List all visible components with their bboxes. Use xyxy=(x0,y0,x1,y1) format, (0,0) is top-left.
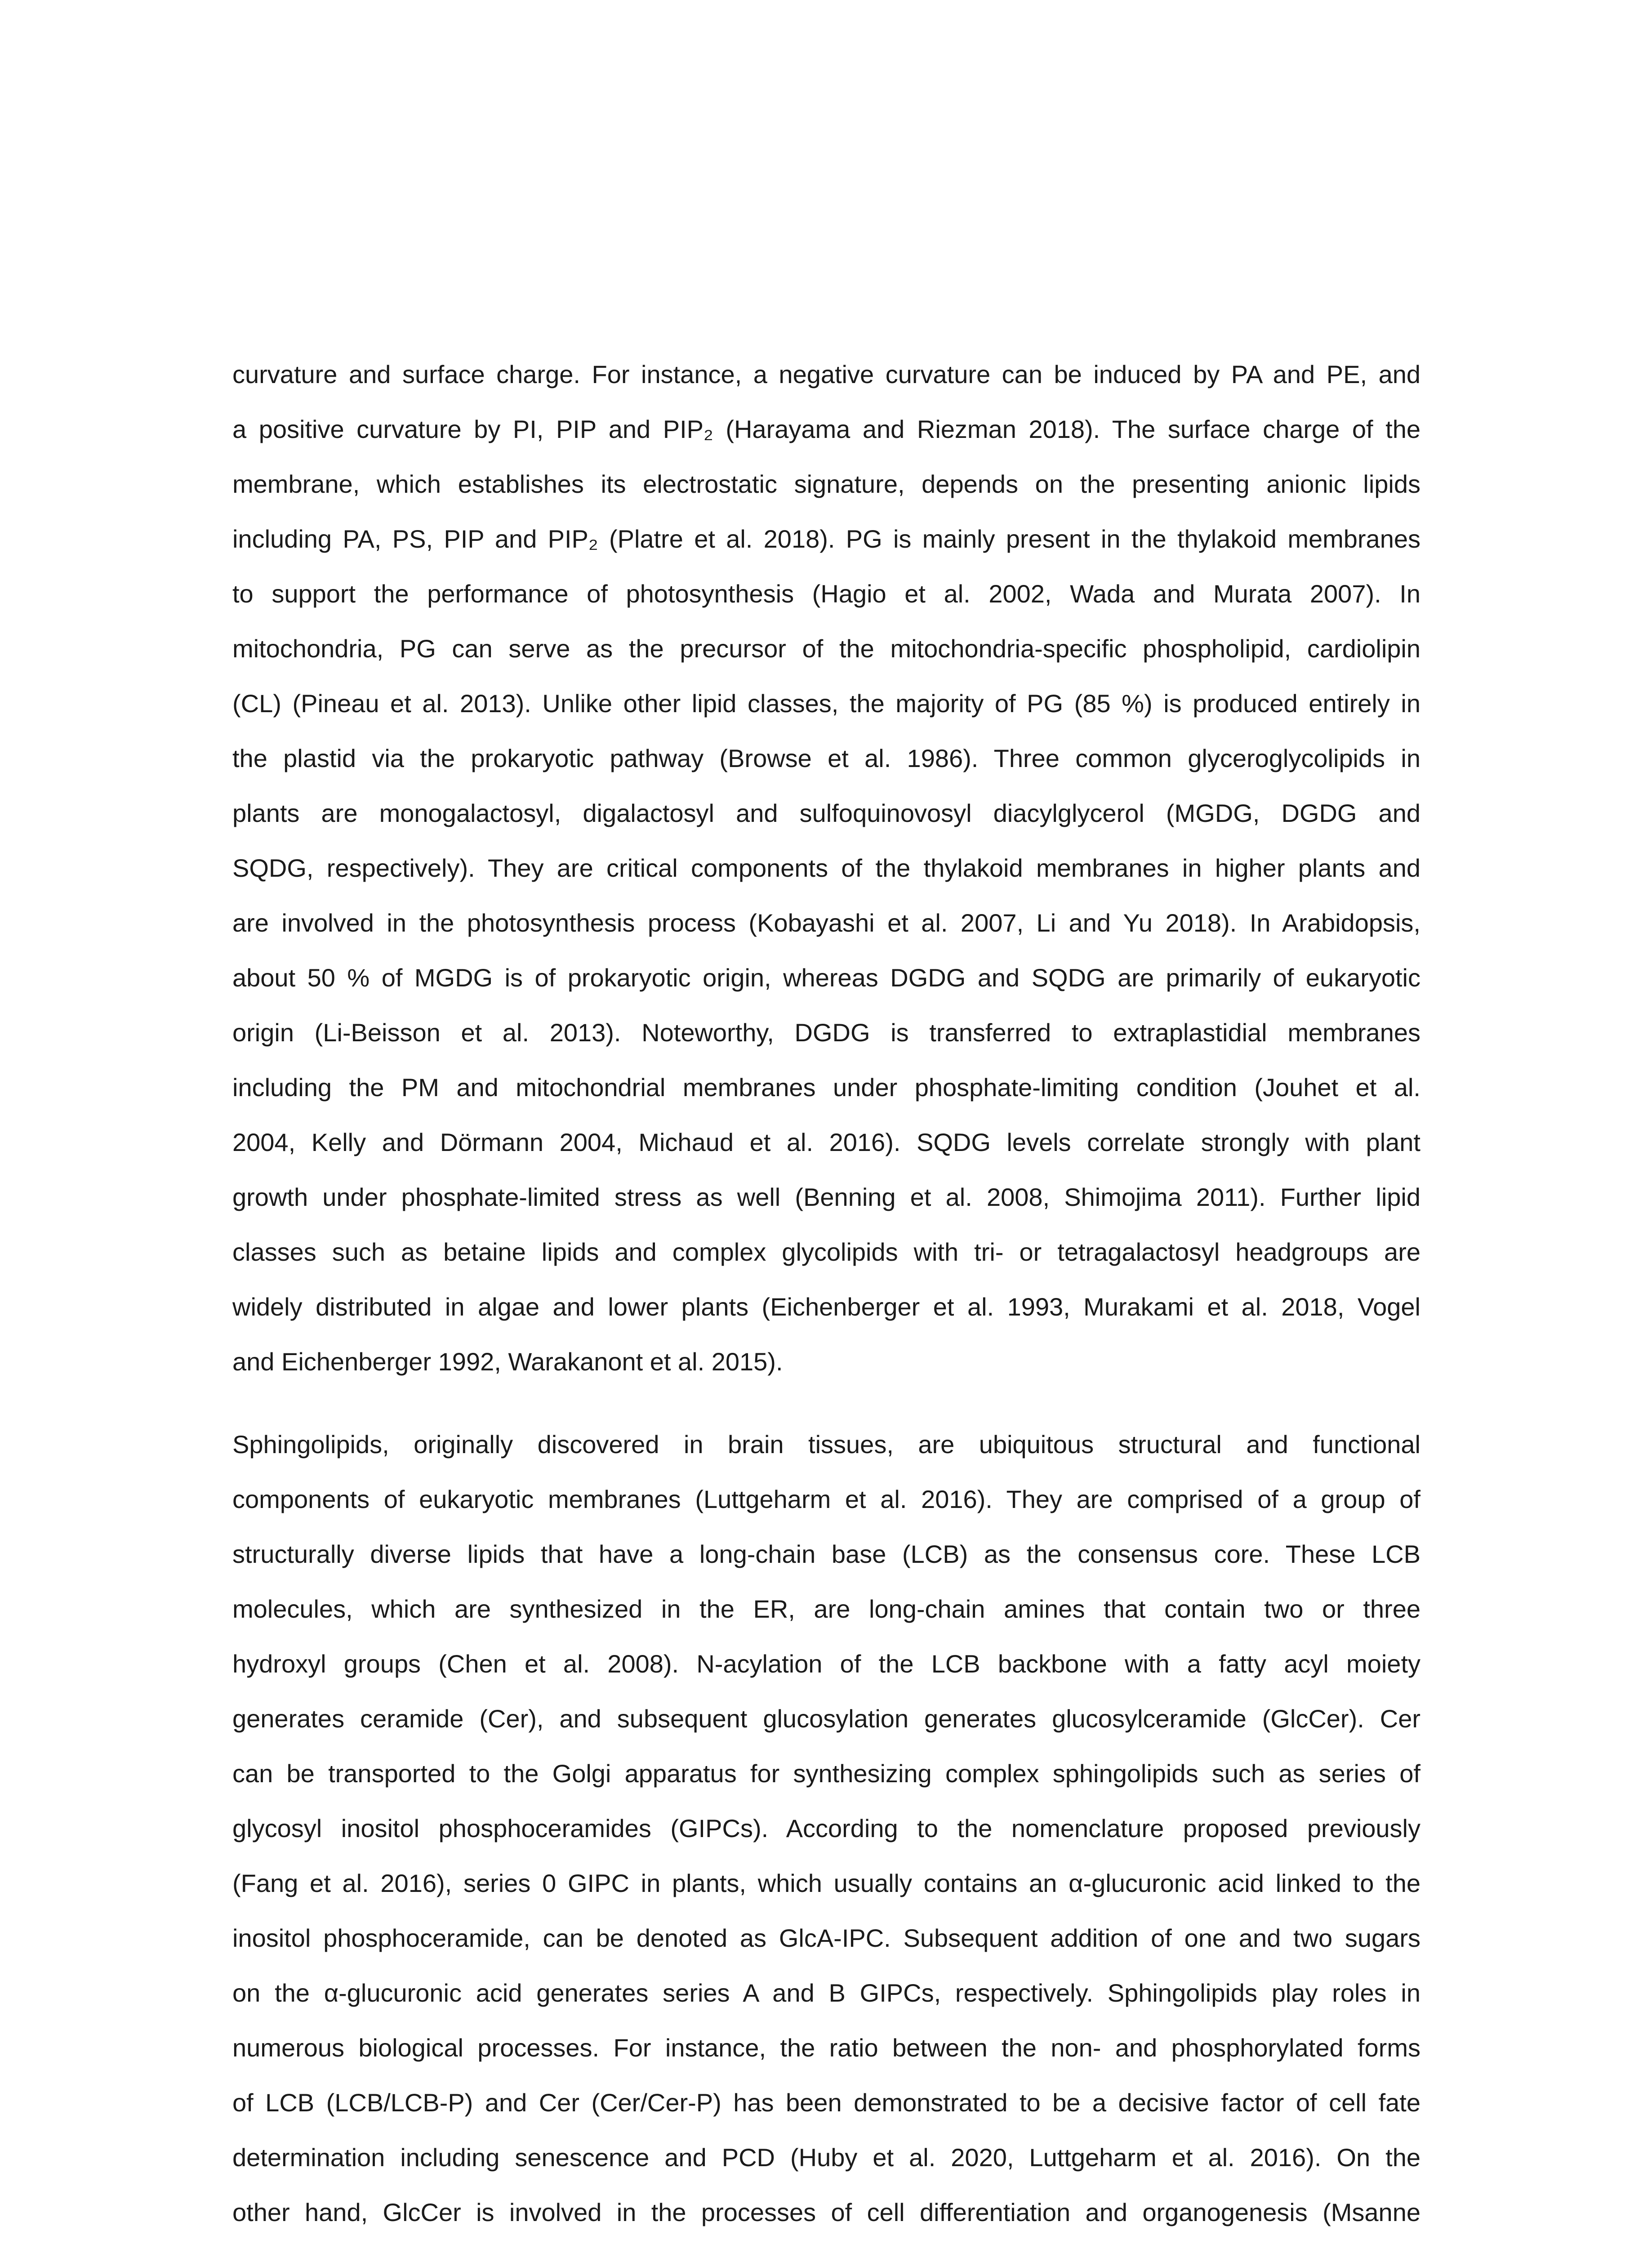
text-line: glycosyl inositol phosphoceramides (GIPCs). According to the nomenclature proposed previously xyxy=(232,1814,1420,1842)
text-line: to support the performance of photosynthesis (Hagio et al. 2002, Wada and Murata 2007). In xyxy=(232,580,1420,608)
text-line: origin (Li-Beisson et al. 2013). Noteworthy, DGDG is transferred to extraplastidial membranes xyxy=(232,1018,1420,1047)
text-line: curvature and surface charge. For instance, a negative curvature can be induced by PA and PE, and xyxy=(232,360,1420,388)
paragraph-sphingolipids xyxy=(232,1417,1420,2240)
text-line: widely distributed in algae and lower plants (Eichenberger et al. 1993, Murakami et al. 2018, Vogel xyxy=(232,1293,1420,1321)
text-line: plants are monogalactosyl, digalactosyl and sulfoquinovosyl diacylglycerol (MGDG, DGDG and xyxy=(232,799,1420,827)
text-line: inositol phosphoceramide, can be denoted as GlcA-IPC. Subsequent addition of one and two sugars xyxy=(232,1924,1420,1952)
paragraph-lipid-classes xyxy=(232,347,1420,1389)
text-line: the plastid via the prokaryotic pathway (Browse et al. 1986). Three common glyceroglycolipids in xyxy=(232,744,1420,772)
text-line: generates ceramide (Cer), and subsequent glucosylation generates glucosylceramide (GlcCer). Cer xyxy=(232,1704,1420,1733)
text-line: are involved in the photosynthesis process (Kobayashi et al. 2007, Li and Yu 2018). In Arabidopsis, xyxy=(232,909,1420,937)
text-line: on the α-glucuronic acid generates series A and B GIPCs, respectively. Sphingolipids play roles in xyxy=(232,1979,1420,2007)
text-line: hydroxyl groups (Chen et al. 2008). N-acylation of the LCB backbone with a fatty acyl moiety xyxy=(232,1650,1420,1678)
text-line: molecules, which are synthesized in the ER, are long-chain amines that contain two or three xyxy=(232,1595,1420,1623)
text-line: structurally diverse lipids that have a long-chain base (LCB) as the consensus core. These LCB xyxy=(232,1540,1420,1568)
text-line: other hand, GlcCer is involved in the processes of cell differentiation and organogenesis (Msanne xyxy=(232,2198,1420,2226)
text-line: including the PM and mitochondrial membranes under phosphate-limiting condition (Jouhet et al. xyxy=(232,1073,1420,1102)
text-line: 2004, Kelly and Dörmann 2004, Michaud et al. 2016). SQDG levels correlate strongly with plant xyxy=(232,1128,1420,1156)
text-line: of LCB (LCB/LCB-P) and Cer (Cer/Cer-P) has been demonstrated to be a decisive factor of cell fate xyxy=(232,2088,1420,2117)
text-line: membrane, which establishes its electrostatic signature, depends on the presenting anionic lipids xyxy=(232,470,1420,498)
text-line: including PA, PS, PIP and PIP₂ (Platre et al. 2018). PG is mainly present in the thylakoid membranes xyxy=(232,525,1420,553)
text-line: growth under phosphate-limited stress as well (Benning et al. 2008, Shimojima 2011). Further lipid xyxy=(232,1183,1420,1211)
text-line: can be transported to the Golgi apparatus for synthesizing complex sphingolipids such as series of xyxy=(232,1759,1420,1788)
text-line: mitochondria, PG can serve as the precursor of the mitochondria-specific phospholipid, cardiolipin xyxy=(232,634,1420,663)
text-line: determination including senescence and PCD (Huby et al. 2020, Luttgeharm et al. 2016). On the xyxy=(232,2143,1420,2172)
text-line: Sphingolipids, originally discovered in brain tissues, are ubiquitous structural and functional xyxy=(232,1430,1420,1459)
text-line: and Eichenberger 1992, Warakanont et al. 2015). xyxy=(232,1347,783,1376)
text-line: a positive curvature by PI, PIP and PIP₂ (Harayama and Riezman 2018). The surface charge of the xyxy=(232,415,1420,443)
text-line: (CL) (Pineau et al. 2013). Unlike other lipid classes, the majority of PG (85 %) is produced entirely in xyxy=(232,689,1420,718)
text-line: classes such as betaine lipids and complex glycolipids with tri- or tetragalactosyl headgroups are xyxy=(232,1238,1420,1266)
text-line: (Fang et al. 2016), series 0 GIPC in plants, which usually contains an α-glucuronic acid linked to the xyxy=(232,1869,1420,1897)
text-line: numerous biological processes. For instance, the ratio between the non- and phosphorylated forms xyxy=(232,2034,1420,2062)
text-line: SQDG, respectively). They are critical components of the thylakoid membranes in higher plants and xyxy=(232,854,1420,882)
text-line: components of eukaryotic membranes (Luttgeharm et al. 2016). They are comprised of a group of xyxy=(232,1485,1420,1513)
text-line: about 50 % of MGDG is of prokaryotic origin, whereas DGDG and SQDG are primarily of eukaryotic xyxy=(232,963,1420,992)
